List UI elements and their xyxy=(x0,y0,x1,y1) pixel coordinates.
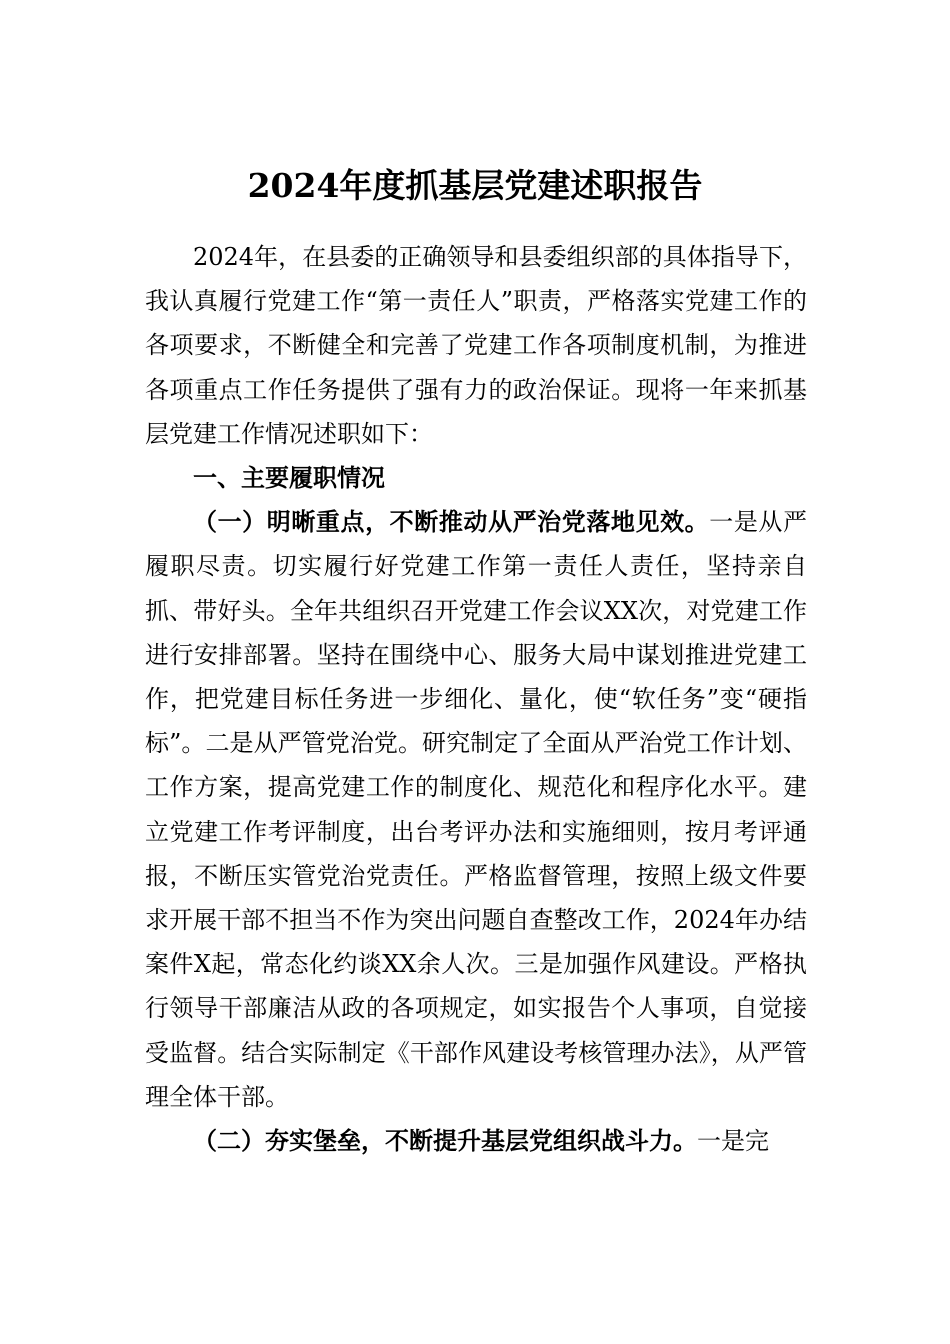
intro-paragraph: 2024年，在县委的正确领导和县委组织部的具体指导下，我认真履行党建工作“第一责任人”职责，严格落实党建工作的各项要求，不断健全和完善了党建工作各项制度机制，为推进各项重点工作任务提供了强有力的政治保证。现将一年来抓基层党建工作情况述职如下： xyxy=(145,243,807,448)
subheading-part-1: （一）明晰重点，不断推动从严治党落地见效。 xyxy=(193,507,710,537)
document-title: 2024年度抓基层党建述职报告 xyxy=(247,166,703,205)
body-part-2: 一是完 xyxy=(697,1127,769,1156)
body-part-1: 一是从严履职尽责。切实履行好党建工作第一责任人责任，坚持亲自抓、带好头。全年共组织召开党建工作会议XX次，对党建工作进行安排部署。坚持在围绕中心、服务大局中谋划推进党建工作，把党建目标任务进一步细化、量化，使“软任务”变“硬指标”。二是从严管党治党。研究制定了全面从严治党工作计划、工作方案，提高党建工作的制度化、规范化和程序化水平。建立党建工作考评制度，出台考评办法和实施细则，按月考评通报，不断压实管党治党责任。严格监督管理，按照上级文件要求开展干部不担当不作为突出问题自查整改工作，2024年办结案件X起，常态化约谈XX余人次。三是加强作风建设。严格执行领导干部廉洁从政的各项规定，如实报告个人事项，自觉接受监督。结合实际制定《干部作风建设考核管理办法》，从严管理全体干部。 xyxy=(145,508,807,1111)
paragraph-part-1 xyxy=(145,500,807,1119)
section-heading-main-duties: 一、主要履职情况 xyxy=(193,464,385,493)
subheading-part-2: （二）夯实堡垒，不断提升基层党组织战斗力。 xyxy=(193,1126,697,1156)
paragraph-part-2 xyxy=(145,1119,807,1163)
document-body xyxy=(145,235,807,1163)
